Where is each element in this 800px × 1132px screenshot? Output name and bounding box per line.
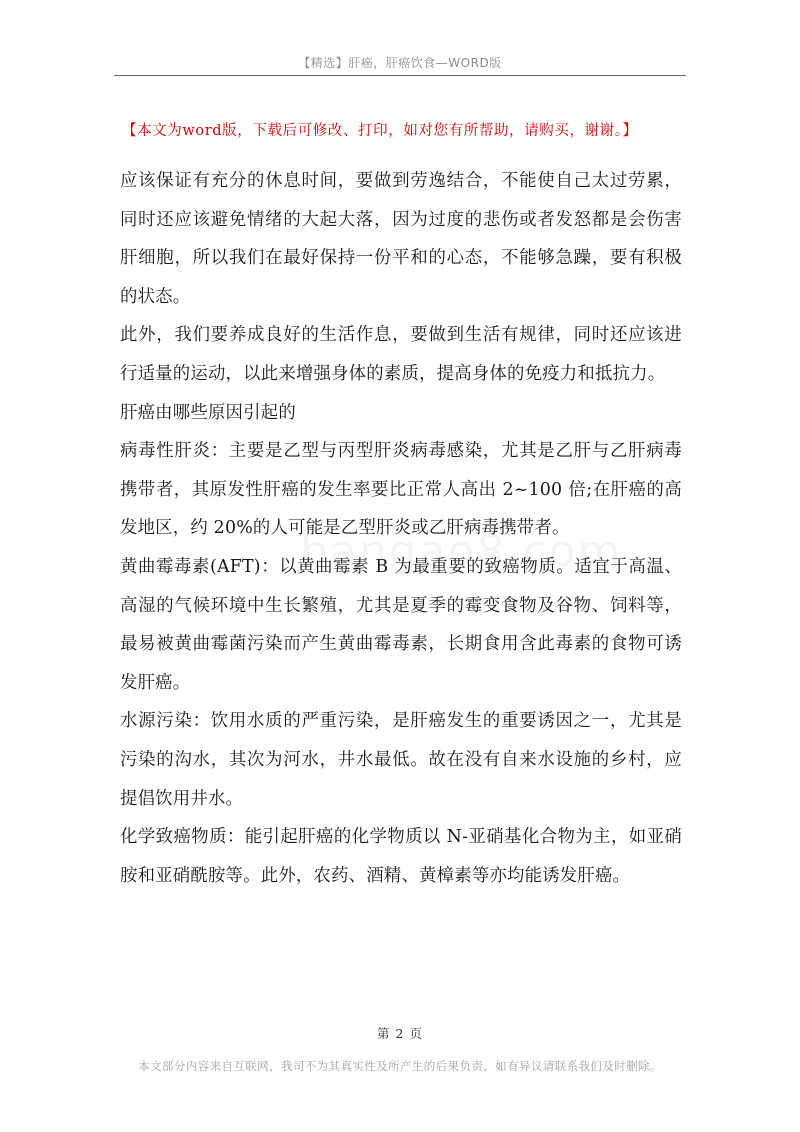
paragraph-lifestyle: 此外，我们要养成良好的生活作息，要做到生活有规律，同时还应该进行适量的运动，以此来增强身体的素质，提高身体的免疫力和抵抗力。 [120, 325, 682, 384]
header-divider [114, 75, 686, 76]
purchase-notice: 【本文为word版，下载后可修改、打印，如对您有所帮助，请购买，谢谢。】 [122, 123, 638, 139]
paragraph-viral-hepatitis: 病毒性肝炎：主要是乙型与丙型肝炎病毒感染，尤其是乙肝与乙肝病毒携带者，其原发性肝癌的发生率要比正常人高出 2~100 倍;在肝癌的高发地区，约 20%的人可能是乙型肝炎或乙肝病毒携带者。 [120, 441, 682, 539]
footer-disclaimer: 本文部分内容来自互联网，我司不为其真实性及所产生的后果负责，如有异议请联系我们及时删除。 [138, 1059, 662, 1073]
page-number: 第 2 页 [377, 1026, 423, 1041]
paragraph-rest: 应该保证有充分的休息时间，要做到劳逸结合，不能使自己太过劳累，同时还应该避免情绪的大起大落，因为过度的悲伤或者发怒都是会伤害肝细胞，所以我们在最好保持一份平和的心态，不能够急躁，要有积极的状态。 [120, 171, 682, 307]
section-heading-causes: 肝癌由哪些原因引起的 [120, 402, 296, 423]
document-body [120, 162, 682, 895]
page-header: 【精选】肝癌，肝癌饮食—WORD版 [298, 56, 502, 70]
paragraph-aflatoxin: 黄曲霉毒素(AFT)：以黄曲霉素 B 为最重要的致癌物质。适宜于高温、高湿的气候环境中生长繁殖，尤其是夏季的霉变食物及谷物、饲料等，最易被黄曲霉菌污染而产生黄曲霉毒素，长期食用含此毒素的食物可诱发肝癌。 [120, 556, 682, 693]
paragraph-water-pollution: 水源污染：饮用水质的严重污染，是肝癌发生的重要诱因之一，尤其是污染的沟水，其次为河水，井水最低。故在没有自来水设施的乡村，应提倡饮用井水。 [120, 711, 682, 809]
paragraph-chemical-carcinogens: 化学致癌物质：能引起肝癌的化学物质以 N-亚硝基化合物为主，如亚硝胺和亚硝酰胺等。此外，农药、酒精、黄樟素等亦均能诱发肝癌。 [120, 827, 682, 886]
